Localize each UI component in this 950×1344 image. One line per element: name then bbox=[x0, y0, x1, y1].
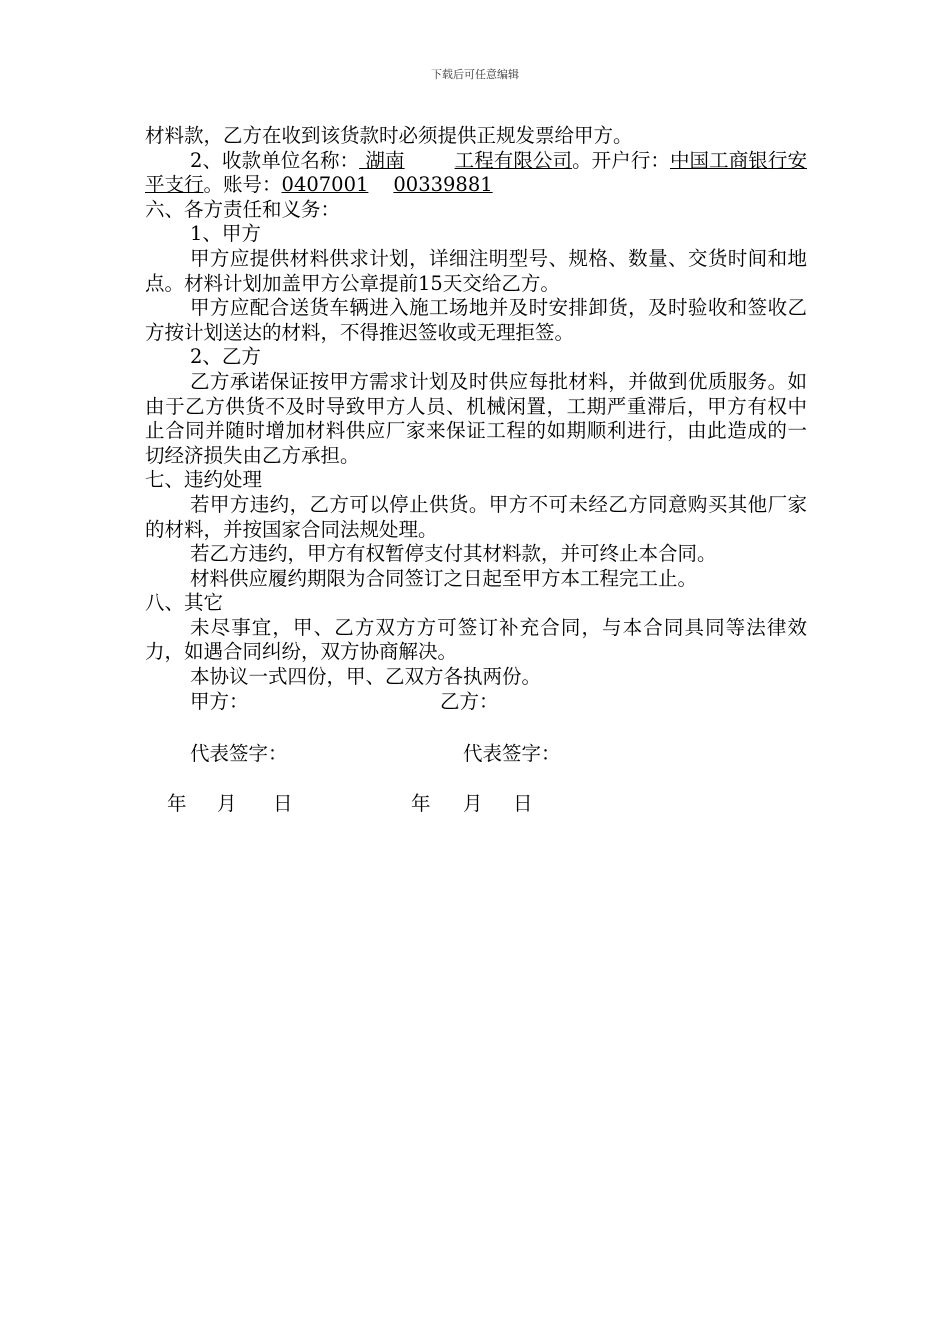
party-a-month: 月 bbox=[217, 792, 237, 816]
party-a-rep-label: 代表签字： bbox=[190, 741, 288, 765]
account-number-part-a: 0407001 bbox=[281, 173, 369, 197]
account-number bbox=[282, 173, 493, 196]
payee-company-part-b: 工程有限公司 bbox=[454, 148, 573, 172]
signature-rep-row bbox=[145, 742, 807, 767]
signature-date-row bbox=[145, 792, 807, 818]
paragraph-payee-info bbox=[145, 149, 807, 198]
contract-body bbox=[145, 124, 807, 818]
subheading-party-a: 1、甲方 bbox=[190, 222, 261, 246]
paragraph-party-a-receive: 甲方应配合送货车辆进入施工场地并及时安排卸货，及时验收和签收乙方按计划送达的材料，不得推迟签收或无理拒签。 bbox=[145, 296, 807, 344]
payee-label: 2、收款单位名称： bbox=[190, 148, 360, 172]
payee-company bbox=[359, 149, 572, 172]
subheading-party-b: 2、乙方 bbox=[190, 345, 261, 369]
bank-label: 。开户行： bbox=[572, 148, 670, 172]
section-heading-6: 六、各方责任和义务： bbox=[145, 197, 341, 221]
paragraph-breach-party-b: 若乙方违约，甲方有权暂停支付其材料款，并可终止本合同。 bbox=[190, 542, 717, 566]
paragraph-copies: 本协议一式四份，甲、乙双方各执两份。 bbox=[190, 665, 542, 689]
party-b-year: 年 bbox=[411, 792, 431, 816]
account-label: 。账号： bbox=[203, 173, 282, 197]
page-header: 下载后可任意编辑 bbox=[431, 68, 519, 81]
paragraph-breach-party-a: 若甲方违约，乙方可以停止供货。甲方不可未经乙方同意购买其他厂家的材料，并按国家合同法规处理。 bbox=[145, 492, 807, 541]
account-number-part-b: 00339881 bbox=[393, 173, 493, 197]
section-heading-8: 八、其它 bbox=[145, 591, 224, 615]
paragraph-other-matters: 未尽事宜，甲、乙方双方方可签订补充合同，与本合同具同等法律效力，如遇合同纠纷，双方协商解决。 bbox=[145, 615, 807, 664]
party-a-day: 日 bbox=[273, 792, 293, 816]
signature-parties-row bbox=[145, 690, 807, 715]
party-b-day: 日 bbox=[513, 792, 533, 816]
party-b-label: 乙方： bbox=[440, 689, 499, 713]
paragraph-payment-invoice: 材料款，乙方在收到该货款时必须提供正规发票给甲方。 bbox=[145, 124, 633, 147]
party-b-rep-label: 代表签字： bbox=[463, 741, 561, 765]
paragraph-party-b-supply: 乙方承诺保证按甲方需求计划及时供应每批材料，并做到优质服务。如由于乙方供货不及时导致甲方人员、机械闲置，工期严重滞后，甲方有权中止合同并随时增加材料供应厂家来保证工程的如期顺利进行，由此造成的一切经济损失由乙方承担。 bbox=[145, 369, 807, 467]
bank-name: 中国工商银行安平支行 bbox=[145, 148, 807, 197]
paragraph-term: 材料供应履约期限为合同签订之日起至甲方本工程完工止。 bbox=[190, 566, 698, 590]
party-a-label: 甲方： bbox=[190, 689, 249, 713]
payee-company-part-a: 湖南 bbox=[365, 148, 405, 172]
party-b-month: 月 bbox=[463, 792, 483, 816]
party-a-year: 年 bbox=[167, 792, 187, 816]
paragraph-party-a-plan: 甲方应提供材料供求计划，详细注明型号、规格、数量、交货时间和地点。材料计划加盖甲方公章提前15天交给乙方。 bbox=[145, 246, 807, 295]
section-heading-7: 七、违约处理 bbox=[145, 468, 263, 492]
